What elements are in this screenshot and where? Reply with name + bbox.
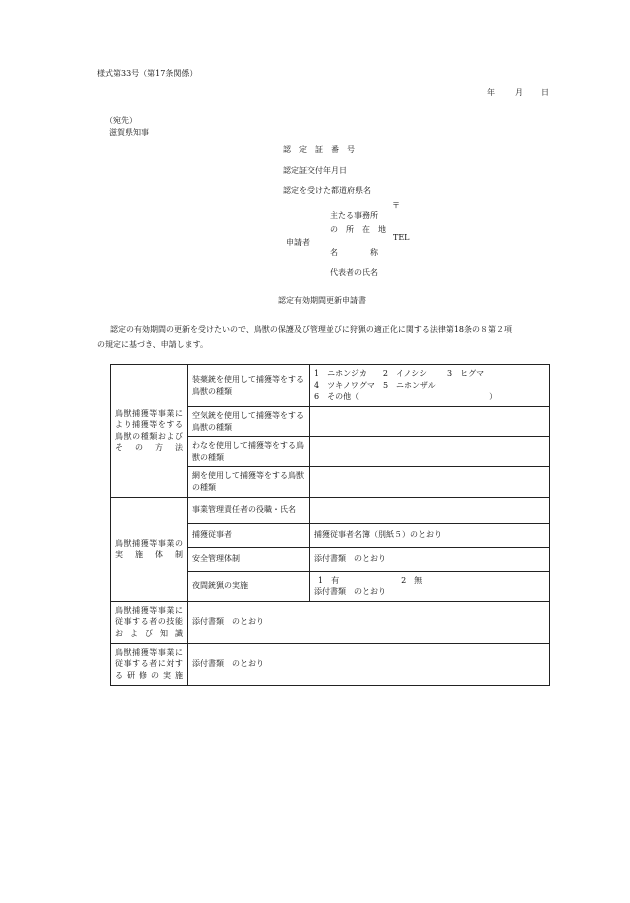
row-label-manager: 事業管理責任者の役職・氏名 — [188, 497, 310, 523]
row-label-workers: 捕獲従事者 — [188, 523, 310, 547]
row-label-safety: 安全管理体制 — [188, 547, 310, 571]
option-other-close: ） — [489, 392, 498, 402]
date-month-label: 月 — [515, 88, 523, 97]
addressee-name: 滋賀県知事 — [109, 128, 149, 137]
category-implementation-system: 鳥獣捕獲等事業の実施体制 — [111, 497, 188, 601]
table-row — [111, 497, 550, 523]
table-row — [111, 365, 550, 407]
office-address-label-1: 主たる事務所 — [330, 211, 378, 220]
night-hunting-yes: 1 有 — [318, 575, 340, 585]
option-nihonzaru: 5 ニホンザル — [382, 380, 436, 390]
body-text-line-2: の規定に基づき、申請します。 — [97, 340, 209, 349]
row-value-skills: 添付書類 のとおり — [188, 601, 550, 643]
representative-label: 代表者の氏名 — [330, 268, 378, 277]
option-higuma: 3 ヒグマ — [446, 369, 485, 379]
category-hunting-methods: 鳥獣捕獲等事業により捕獲等をする鳥獣の種類およびその方法 — [111, 365, 188, 498]
body-text-line-1: 認定の有効期間の更新を受けたいので、鳥獣の保護及び管理並びに狩猟の適正化に関する法律第18条の８第２項 — [110, 325, 513, 334]
application-table — [110, 364, 550, 686]
night-hunting-attachment: 添付書類 のとおり — [314, 587, 386, 597]
option-tsukinowaguma: 4 ツキノワグマ — [314, 380, 375, 390]
applicant-label: 申請者 — [286, 238, 310, 247]
office-address-label-2: の 所 在 地 — [330, 225, 386, 234]
row-value-night-hunting — [310, 571, 550, 601]
organization-name-label: 名 称 — [330, 248, 378, 257]
addressee-label: （宛先） — [105, 116, 137, 125]
table-row — [111, 601, 550, 643]
option-other: 6 その他（ — [314, 392, 360, 402]
night-hunting-no: 2 無 — [401, 575, 423, 585]
tel-label: TEL — [393, 233, 410, 242]
form-number: 様式第33号（第17条関係） — [97, 69, 198, 78]
category-training: 鳥獣捕獲等事業に従事する者に対する研修の実施 — [111, 643, 188, 685]
row-label-air-gun: 空気銃を使用して捕獲等をする鳥獣の種類 — [188, 407, 310, 437]
option-nihonjika: 1 ニホンジカ — [314, 369, 367, 379]
row-label-night-hunting: 夜間銃猟の実施 — [188, 571, 310, 601]
row-value-net[interactable] — [310, 467, 550, 497]
species-options — [310, 365, 550, 407]
postal-mark: 〒 — [392, 201, 400, 210]
date-day-label: 日 — [541, 88, 549, 97]
row-label-net: 網を使用して捕獲等をする鳥獣の種類 — [188, 467, 310, 497]
issue-date-label: 認定証交付年月日 — [283, 166, 347, 175]
row-value-workers: 捕獲従事者名簿（別紙５）のとおり — [310, 523, 550, 547]
option-inoshishi: 2 イノシシ — [382, 369, 427, 379]
cert-number-label: 認 定 証 番 号 — [283, 145, 355, 154]
row-value-manager[interactable] — [310, 497, 550, 523]
category-skills-knowledge: 鳥獣捕獲等事業に従事する者の技能および知識 — [111, 601, 188, 643]
row-value-trap[interactable] — [310, 437, 550, 467]
row-value-air-gun[interactable] — [310, 407, 550, 437]
row-label-powder-gun: 装薬銃を使用して捕獲等をする鳥獣の種類 — [188, 365, 310, 407]
row-value-training: 添付書類 のとおり — [188, 643, 550, 685]
document-title: 認定有効期間更新申請書 — [278, 296, 366, 305]
date-year-label: 年 — [487, 88, 495, 97]
prefecture-label: 認定を受けた都道府県名 — [283, 186, 371, 195]
row-label-trap: わなを使用して捕獲等をする鳥獣の種類 — [188, 437, 310, 467]
table-row — [111, 643, 550, 685]
row-value-safety: 添付書類 のとおり — [310, 547, 550, 571]
